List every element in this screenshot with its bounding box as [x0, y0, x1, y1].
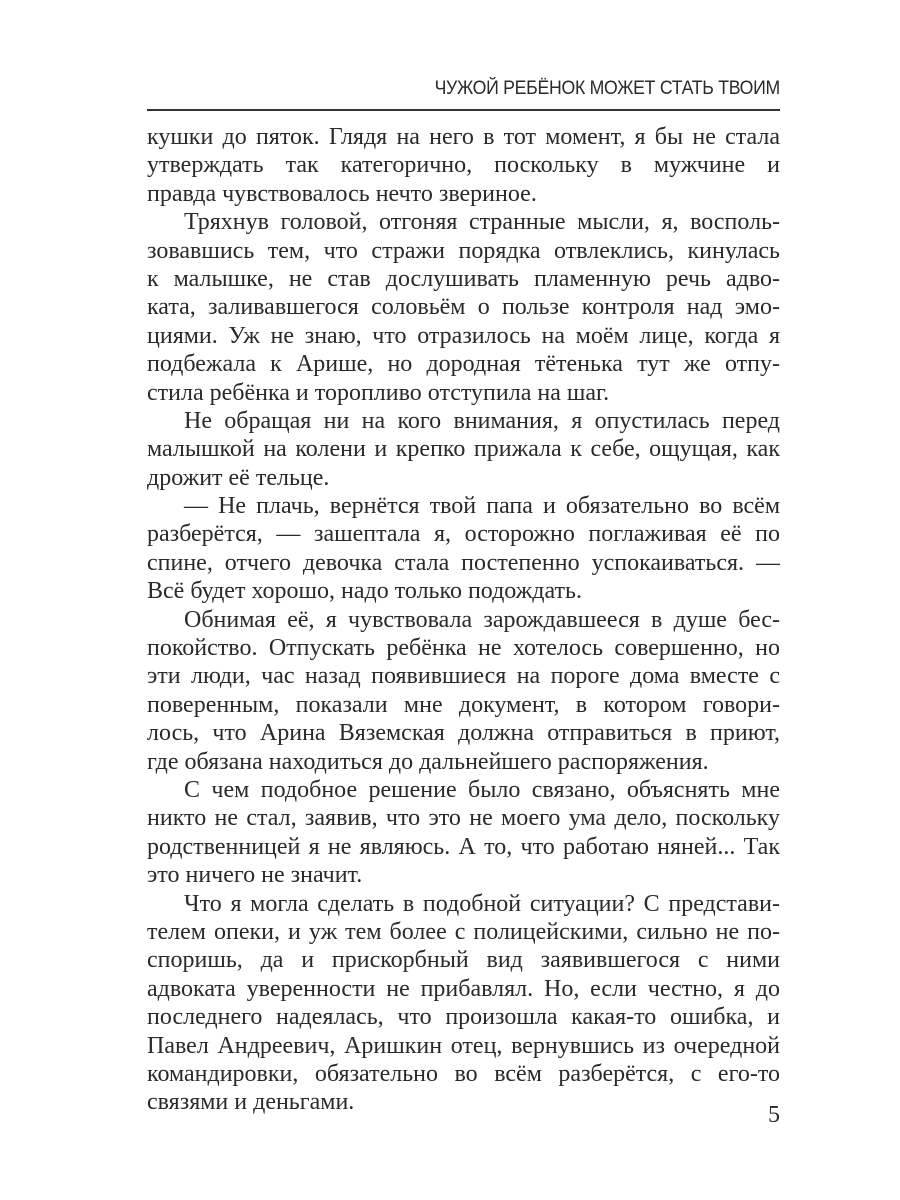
text-line: С чем подобное решение было связано, объяснять мне	[184, 776, 780, 803]
paragraph	[147, 208, 780, 407]
text-line: телем опеки, и уж тем более с полицейскими, сильно не по-	[147, 918, 780, 945]
text-line: кушки до пяток. Глядя на него в тот момент, я бы не стала	[147, 124, 780, 150]
paragraph	[147, 606, 780, 776]
text-line: адвоката уверенности не прибавлял. Но, если честно, я до	[147, 975, 780, 1002]
text-line: подбежала к Арише, но дородная тётенька тут же отпу-	[147, 351, 780, 378]
text-line: родственницей я не являюсь. А то, что работаю няней... Так	[147, 833, 780, 860]
text-line: лось, что Арина Вяземская должна отправиться в приют,	[147, 720, 780, 747]
text-line: — Не плачь, вернётся твой папа и обязательно во всём	[184, 493, 780, 520]
text-line: разберётся, — зашептала я, осторожно поглаживая её по	[147, 521, 780, 548]
text-line: Обнимая её, я чувствовала зарождавшееся в душе бес-	[184, 606, 780, 633]
text-line: связями и деньгами.	[147, 1089, 355, 1116]
text-line: где обязана находиться до дальнейшего распоряжения.	[147, 748, 709, 775]
text-line: дрожит её тельце.	[147, 464, 330, 491]
text-line: малышкой на колени и крепко прижала к себе, ощущая, как	[147, 436, 780, 463]
paragraph	[147, 890, 780, 1117]
text-line: поверенным, показали мне документ, в котором говори-	[147, 691, 780, 718]
text-line: командировки, обязательно во всём разберётся, с его-то	[147, 1060, 780, 1087]
text-line: к малышке, не став дослушивать пламенную речь адво-	[147, 265, 780, 292]
text-line: споришь, да и прискорбный вид заявившегося с ними	[147, 947, 780, 974]
paragraph	[147, 492, 780, 606]
text-line: покойство. Отпускать ребёнка не хотелось совершенно, но	[147, 635, 780, 662]
paragraph	[147, 776, 780, 890]
text-line: Всё будет хорошо, надо только подождать.	[147, 578, 582, 605]
running-header: ЧУЖОЙ РЕБЁНОК МОЖЕТ СТАТЬ ТВОИМ	[434, 78, 780, 99]
text-line: Павел Андреевич, Аришкин отец, вернувшись из очередной	[147, 1032, 780, 1059]
text-line: никто не стал, заявив, что это не моего ума дело, поскольку	[147, 805, 780, 832]
text-line: это ничего не значит.	[147, 862, 363, 889]
text-line: последнего надеялась, что произошла какая-то ошибка, и	[147, 1004, 780, 1031]
text-line: зовавшись тем, что стражи порядка отвлеклись, кинулась	[147, 237, 780, 264]
text-line: циями. Уж не знаю, что отразилось на моём лице, когда я	[147, 322, 780, 349]
paragraph	[147, 123, 780, 208]
page-number: 5	[768, 1102, 780, 1128]
text-line: стила ребёнка и торопливо отступила на шаг.	[147, 379, 610, 406]
header-rule	[147, 109, 780, 111]
text-line: спине, отчего девочка стала постепенно успокаиваться. —	[147, 549, 780, 576]
paragraph	[147, 407, 780, 492]
text-line: Не обращая ни на кого внимания, я опустилась перед	[184, 407, 780, 434]
text-line: Тряхнув головой, отгоняя странные мысли, я, восполь-	[184, 209, 780, 236]
text-line: ката, заливавшегося соловьём о пользе контроля над эмо-	[147, 294, 780, 321]
text-line: правда чувствовалось нечто звериное.	[147, 180, 537, 207]
text-line: Что я могла сделать в подобной ситуации? С представи-	[184, 890, 780, 917]
page-body-text	[147, 123, 780, 1117]
text-line: утверждать так категорично, поскольку в мужчине и	[147, 152, 780, 179]
text-line: эти люди, час назад появившиеся на пороге дома вместе с	[147, 663, 780, 690]
